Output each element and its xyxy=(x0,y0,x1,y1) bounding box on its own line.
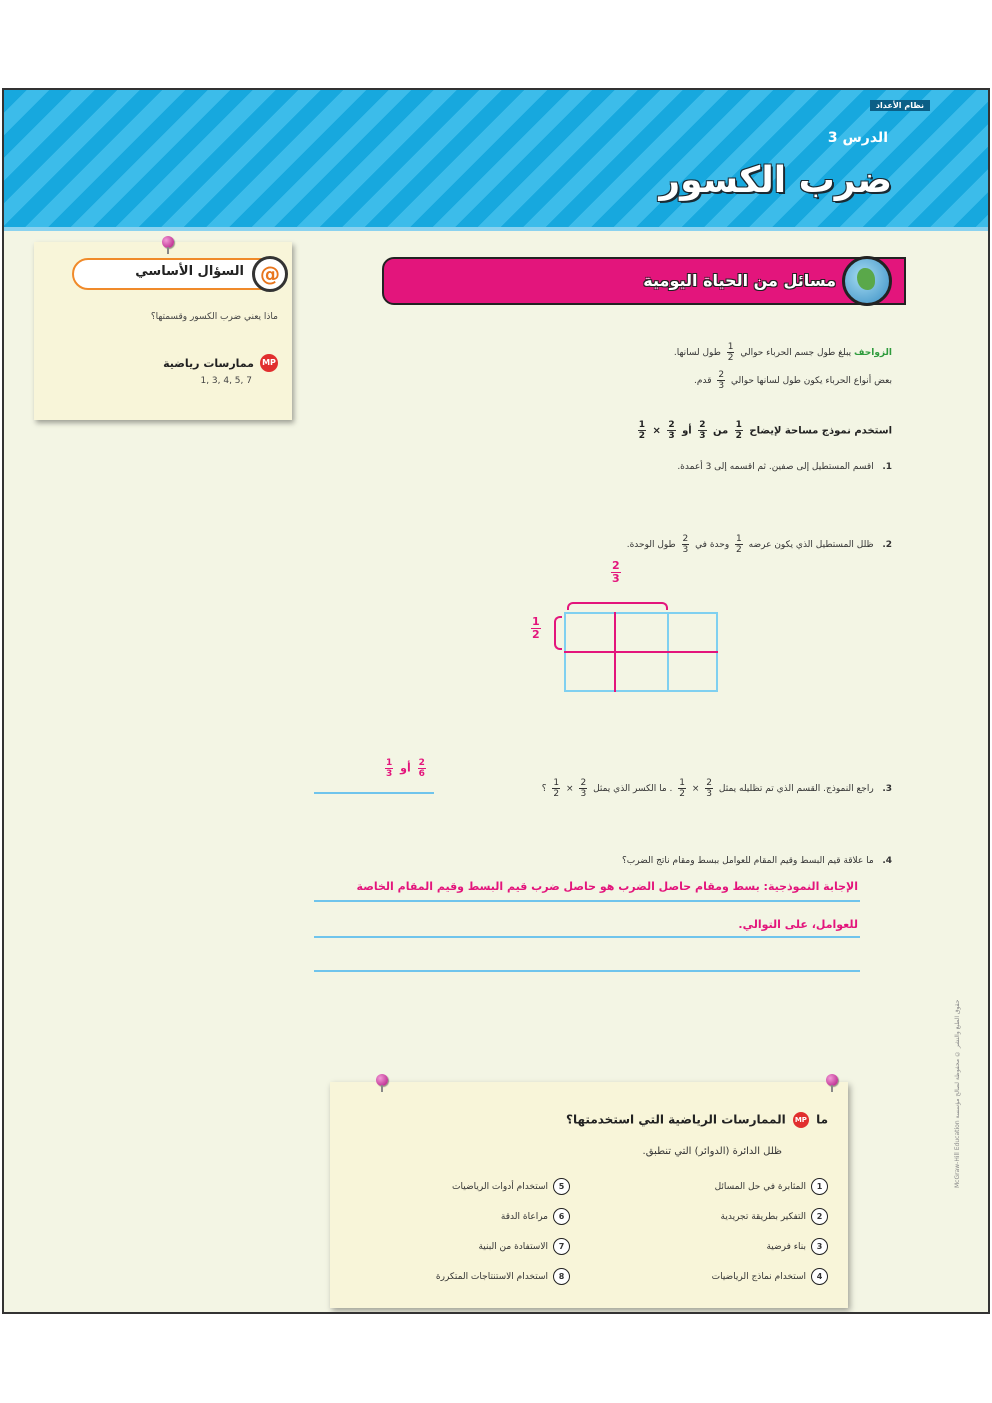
question-4-answer-line-1: الإجابة النموذجية: بسط ومقام حاصل الضرب هو حاصل ضرب قيم البسط وقيم المقام الخاصة xyxy=(356,880,858,893)
math-practices-icon: MP xyxy=(260,354,278,372)
fraction-two-thirds: $\frac{2}{3}$ xyxy=(580,778,587,799)
left-brace xyxy=(554,616,562,650)
question-1 xyxy=(677,462,892,472)
essential-question-note xyxy=(34,242,292,420)
practice-option-8[interactable]: 8استخدام الاستنتاجات المتكررة xyxy=(436,1268,570,1285)
instruction-line xyxy=(635,420,892,441)
essential-question-icon: @ xyxy=(252,256,288,292)
math-practices-icon: MP xyxy=(793,1112,809,1128)
question-number: 2. xyxy=(882,540,892,550)
option-circle[interactable]: 6 xyxy=(553,1208,570,1225)
copyright-notice: حقوق الطبع والنشر © محفوظة لصالح مؤسسة McGraw-Hill Education xyxy=(954,1000,961,1189)
intro-text: يبلغ طول جسم الحرباء حوالي xyxy=(740,348,852,358)
fraction-one-half: $\frac{1}{2}$ xyxy=(553,778,560,799)
fraction-two-thirds: $\frac{2}{3}$ xyxy=(668,420,675,441)
question-text: ما علاقة قيم البسط وقيم المقام للعوامل ببسط ومقام ناتج الضرب؟ xyxy=(621,856,874,866)
option-circle[interactable]: 3 xyxy=(811,1238,828,1255)
answer-one-third: $\frac{1}{3}$ xyxy=(386,758,393,779)
answer-line[interactable] xyxy=(314,900,860,902)
worksheet-page xyxy=(2,88,990,1314)
pushpin-icon xyxy=(826,1074,838,1086)
question-text: وحدة في xyxy=(695,540,730,550)
option-circle[interactable]: 8 xyxy=(553,1268,570,1285)
math-practices-note xyxy=(330,1082,848,1308)
question-3 xyxy=(542,778,892,799)
question-4-answer-line-2: للعوامل، على التوالي. xyxy=(738,918,858,931)
fraction-two-thirds: $\frac{2}{3}$ xyxy=(706,778,713,799)
strand-label: نظام الأعداد xyxy=(870,100,930,111)
times-sign: × xyxy=(566,784,574,794)
answer-or: أو xyxy=(400,761,411,775)
fraction-one-half: $\frac{1}{2}$ xyxy=(679,778,685,799)
option-circle[interactable]: 1 xyxy=(811,1178,828,1195)
practice-option-4[interactable]: 4استخدام نماذج الرياضيات xyxy=(712,1268,828,1285)
question-text: طول الوحدة. xyxy=(626,540,676,550)
fraction-two-thirds: $\frac{2}{3}$ xyxy=(682,534,689,555)
answer-line[interactable] xyxy=(314,970,860,972)
practice-option-1[interactable]: 1المثابرة في حل المسائل xyxy=(715,1178,828,1195)
instruction-text: أو xyxy=(682,425,692,437)
fraction-two-thirds: $\frac{2}{3}$ xyxy=(699,420,706,441)
label-two-thirds: $\frac{2}{3}$ xyxy=(612,559,620,585)
pushpin-icon xyxy=(376,1074,388,1086)
intro-text: قدم. xyxy=(694,376,712,386)
intro-text: طول لسانها. xyxy=(673,348,721,358)
question-number: 3. xyxy=(882,784,892,794)
option-circle[interactable]: 7 xyxy=(553,1238,570,1255)
instruction-text: من xyxy=(712,425,729,437)
section-title: مسائل من الحياة اليومية xyxy=(643,271,836,290)
question-text: ظلل المستطيل الذي يكون عرضه xyxy=(748,540,874,550)
option-circle[interactable]: 2 xyxy=(811,1208,828,1225)
globe-icon xyxy=(842,256,892,306)
practice-option-6[interactable]: 6مراعاة الدقة xyxy=(501,1208,570,1225)
fraction-one-half: $\frac{1}{2}$ xyxy=(735,420,742,441)
math-practices-list: 1, 3, 4, 5, 7 xyxy=(200,376,252,386)
question-number: 1. xyxy=(882,462,892,472)
times-sign: × xyxy=(691,784,700,794)
practice-option-7[interactable]: 7الاستفادة من البنية xyxy=(478,1238,570,1255)
question-3-answer xyxy=(382,758,429,779)
label-one-half: $\frac{1}{2}$ xyxy=(532,615,540,641)
option-circle[interactable]: 5 xyxy=(553,1178,570,1195)
lesson-number: الدرس 3 xyxy=(827,130,888,146)
option-circle[interactable]: 4 xyxy=(811,1268,828,1285)
question-2 xyxy=(627,534,892,555)
answer-line[interactable] xyxy=(314,936,860,938)
question-text: اقسم المستطيل إلى صفين. ثم اقسمه إلى 3 أعمدة. xyxy=(677,462,874,472)
practice-option-3[interactable]: 3بناء فرضية xyxy=(766,1238,828,1255)
instruction-text: استخدم نموذج مساحة لإيضاح xyxy=(749,425,892,437)
practices-instruction: ظلل الدائرة (الدوائر) التي تنطبق. xyxy=(642,1146,782,1157)
fraction-two-thirds: $\frac{2}{3}$ xyxy=(718,370,725,391)
question-text: راجع النموذج. القسم الذي تم تظليله يمثل xyxy=(718,784,874,794)
answer-two-sixths: $\frac{2}{6}$ xyxy=(418,758,425,779)
essential-question-label: السؤال الأساسي xyxy=(135,264,244,279)
intro-line-1 xyxy=(674,342,892,363)
grid-row-line xyxy=(564,651,718,653)
question-text: ؟ xyxy=(541,784,547,794)
lesson-banner xyxy=(4,90,988,231)
practices-title: ما MP الممارسات الرياضية التي استخدمتها؟ xyxy=(566,1112,828,1127)
question-number: 4. xyxy=(882,856,892,866)
math-practices-label: ممارسات رياضية xyxy=(163,357,254,370)
fraction-one-half: $\frac{1}{2}$ xyxy=(736,534,742,555)
fraction-one-half: $\frac{1}{2}$ xyxy=(638,420,645,441)
practice-option-5[interactable]: 5استخدام أدوات الرياضيات xyxy=(452,1178,570,1195)
pushpin-icon xyxy=(162,236,174,248)
page-title: ضرب الكسور xyxy=(659,160,892,201)
question-text: . ما الكسر الذي يمثل xyxy=(593,784,673,794)
question-4 xyxy=(622,856,892,866)
times-sign: × xyxy=(652,425,661,437)
essential-question-text: ماذا يعني ضرب الكسور وقسمتها؟ xyxy=(150,312,278,322)
intro-text: بعض أنواع الحرباء يكون طول لسانها حوالي xyxy=(730,376,892,386)
fraction-one-half: $\frac{1}{2}$ xyxy=(727,342,734,363)
answer-line[interactable] xyxy=(314,792,434,794)
practice-option-2[interactable]: 2التفكير بطريقة تجريدية xyxy=(721,1208,828,1225)
top-brace xyxy=(567,602,668,610)
intro-label: الزواحف xyxy=(854,348,892,358)
intro-line-2 xyxy=(694,370,892,391)
